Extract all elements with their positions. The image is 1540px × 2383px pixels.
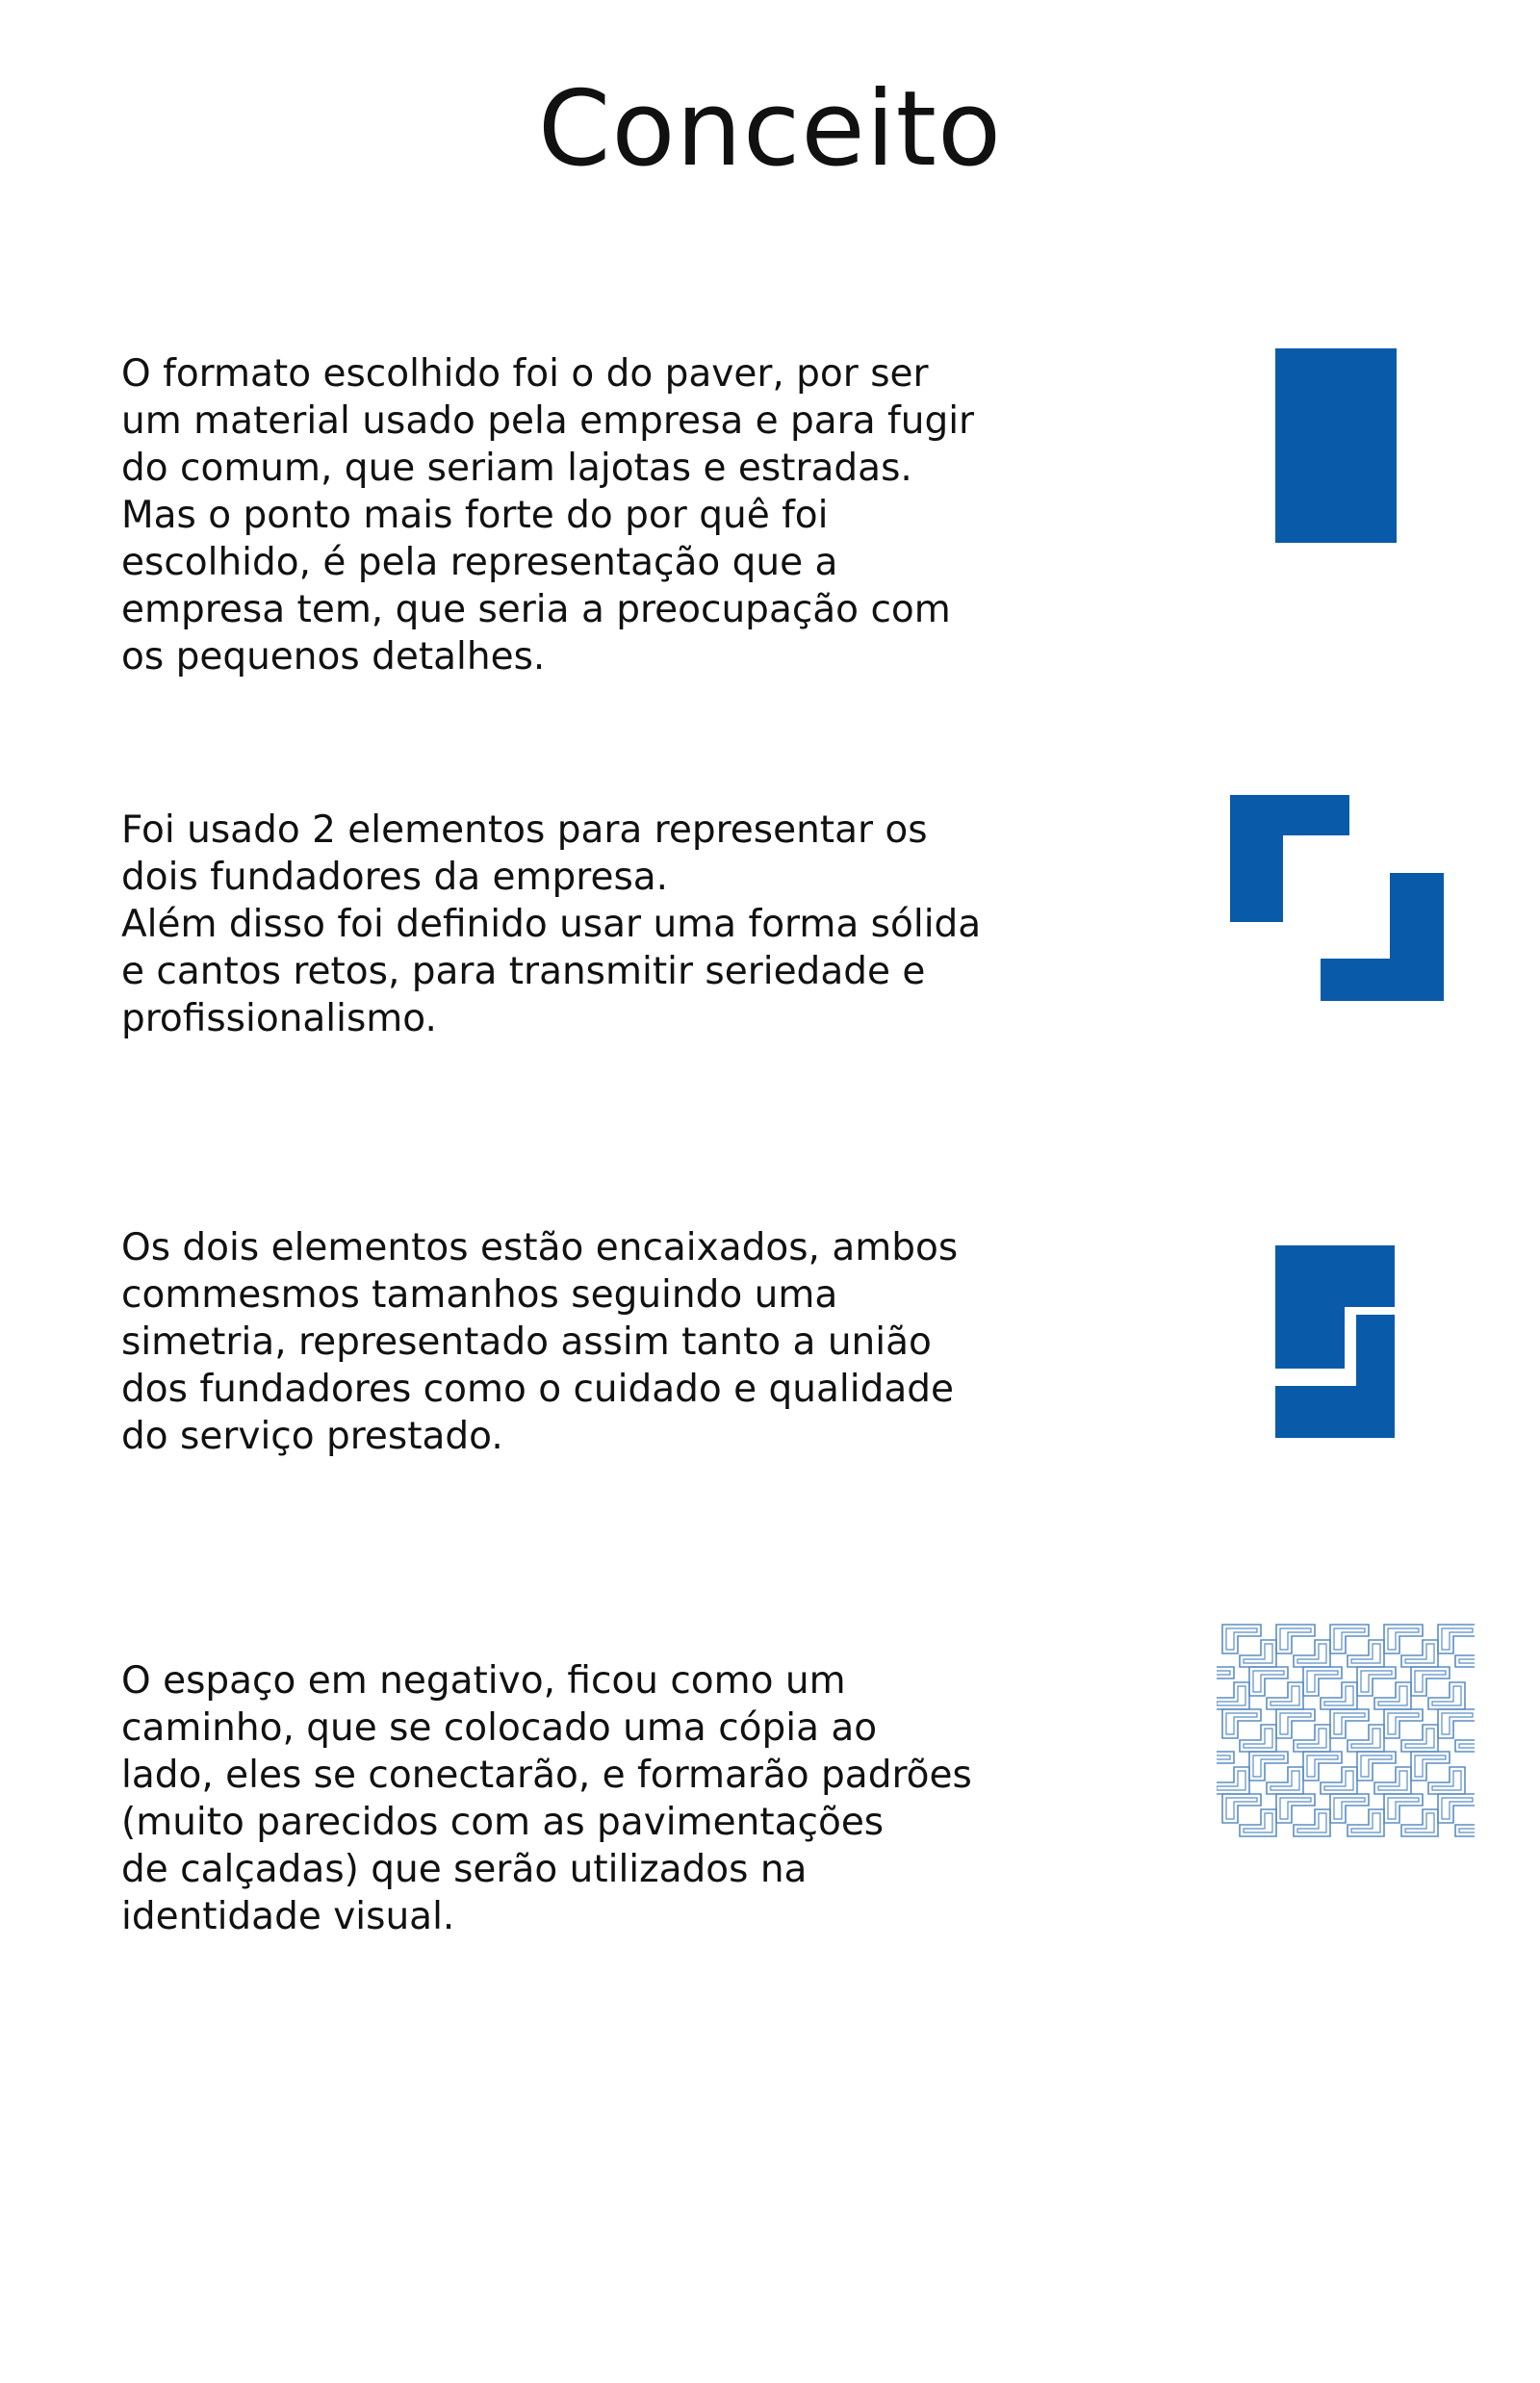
pattern-tile (1411, 1667, 1465, 1709)
pattern-tile (1438, 1709, 1475, 1752)
pattern-tile (1217, 1667, 1249, 1709)
paragraph-negative-space (121, 1657, 1065, 1940)
text-line: O formato escolhido foi o do paver, por ser (121, 352, 929, 396)
text-line: identidade visual. (121, 1895, 455, 1938)
pattern-tile (1303, 1752, 1357, 1794)
pattern-tile (1438, 1625, 1475, 1667)
pattern-tile (1276, 1625, 1330, 1667)
l-element-bottom-right (1321, 873, 1444, 1001)
text-line: escolhido, é pela representação que a (121, 541, 838, 584)
two-l-elements-illustration (1230, 795, 1444, 1001)
paving-pattern (1217, 1619, 1475, 1850)
paving-pattern-illustration (1217, 1619, 1475, 1850)
text-line: empresa tem, que seria a preocupação com (121, 588, 951, 631)
text-line: dos fundadores como o cuidado e qualidade (121, 1368, 954, 1411)
pattern-tile (1222, 1709, 1276, 1752)
text-line: e cantos retos, para transmitir seriedade e (121, 950, 926, 993)
pattern-tile (1384, 1709, 1438, 1752)
page-title: Conceito (537, 69, 1003, 190)
text-line: um material usado pela empresa e para fugir (121, 399, 975, 443)
text-line: O espaço em negativo, ficou como um (121, 1659, 846, 1703)
pattern-tile (1303, 1667, 1357, 1709)
pattern-tile (1357, 1667, 1411, 1709)
pattern-tile (1330, 1709, 1384, 1752)
text-line: commesmos tamanhos seguindo uma (121, 1273, 838, 1317)
paver-rectangle-illustration (1275, 348, 1397, 543)
pattern-tile (1357, 1752, 1411, 1794)
pattern-tile (1276, 1794, 1330, 1836)
interlocked-logo-illustration (1275, 1245, 1395, 1438)
paver-rectangle (1275, 348, 1397, 543)
pattern-tile (1438, 1794, 1475, 1836)
text-line: do serviço prestado. (121, 1415, 503, 1458)
text-line: caminho, que se colocado uma cópia ao (121, 1706, 878, 1750)
pattern-tile (1222, 1794, 1276, 1836)
text-line: (muito parecidos com as pavimentações (121, 1801, 885, 1844)
pattern-tile (1411, 1752, 1465, 1794)
text-line: dois fundadores da empresa. (121, 856, 669, 899)
paragraph-paver-format (121, 350, 1065, 680)
pattern-tile (1384, 1625, 1438, 1667)
paragraph-interlocked (121, 1224, 1065, 1460)
text-line: Mas o ponto mais forte do por quê foi (121, 494, 829, 537)
pattern-tile (1222, 1625, 1276, 1667)
text-line: do comum, que seriam lajotas e estradas. (121, 447, 912, 490)
text-line: lado, eles se conectarão, e formarão padrões (121, 1754, 972, 1797)
text-line: Além disso foi definido usar uma forma sólida (121, 903, 982, 946)
text-line: Os dois elementos estão encaixados, ambos (121, 1226, 959, 1269)
pattern-tile (1249, 1752, 1303, 1794)
pattern-tile (1330, 1794, 1384, 1836)
pattern-tile (1276, 1709, 1330, 1752)
text-line: profissionalismo. (121, 997, 437, 1040)
l-element-top-left (1230, 795, 1349, 922)
text-line: Foi usado 2 elementos para representar os (121, 808, 928, 852)
paragraph-two-elements (121, 807, 1065, 1042)
text-line: de calçadas) que serão utilizados na (121, 1848, 808, 1891)
text-line: os pequenos detalhes. (121, 635, 546, 679)
pattern-tile (1249, 1667, 1303, 1709)
pattern-tile (1217, 1752, 1249, 1794)
pattern-tile (1384, 1794, 1438, 1836)
pattern-tile (1330, 1625, 1384, 1667)
text-line: simetria, representado assim tanto a união (121, 1320, 932, 1364)
